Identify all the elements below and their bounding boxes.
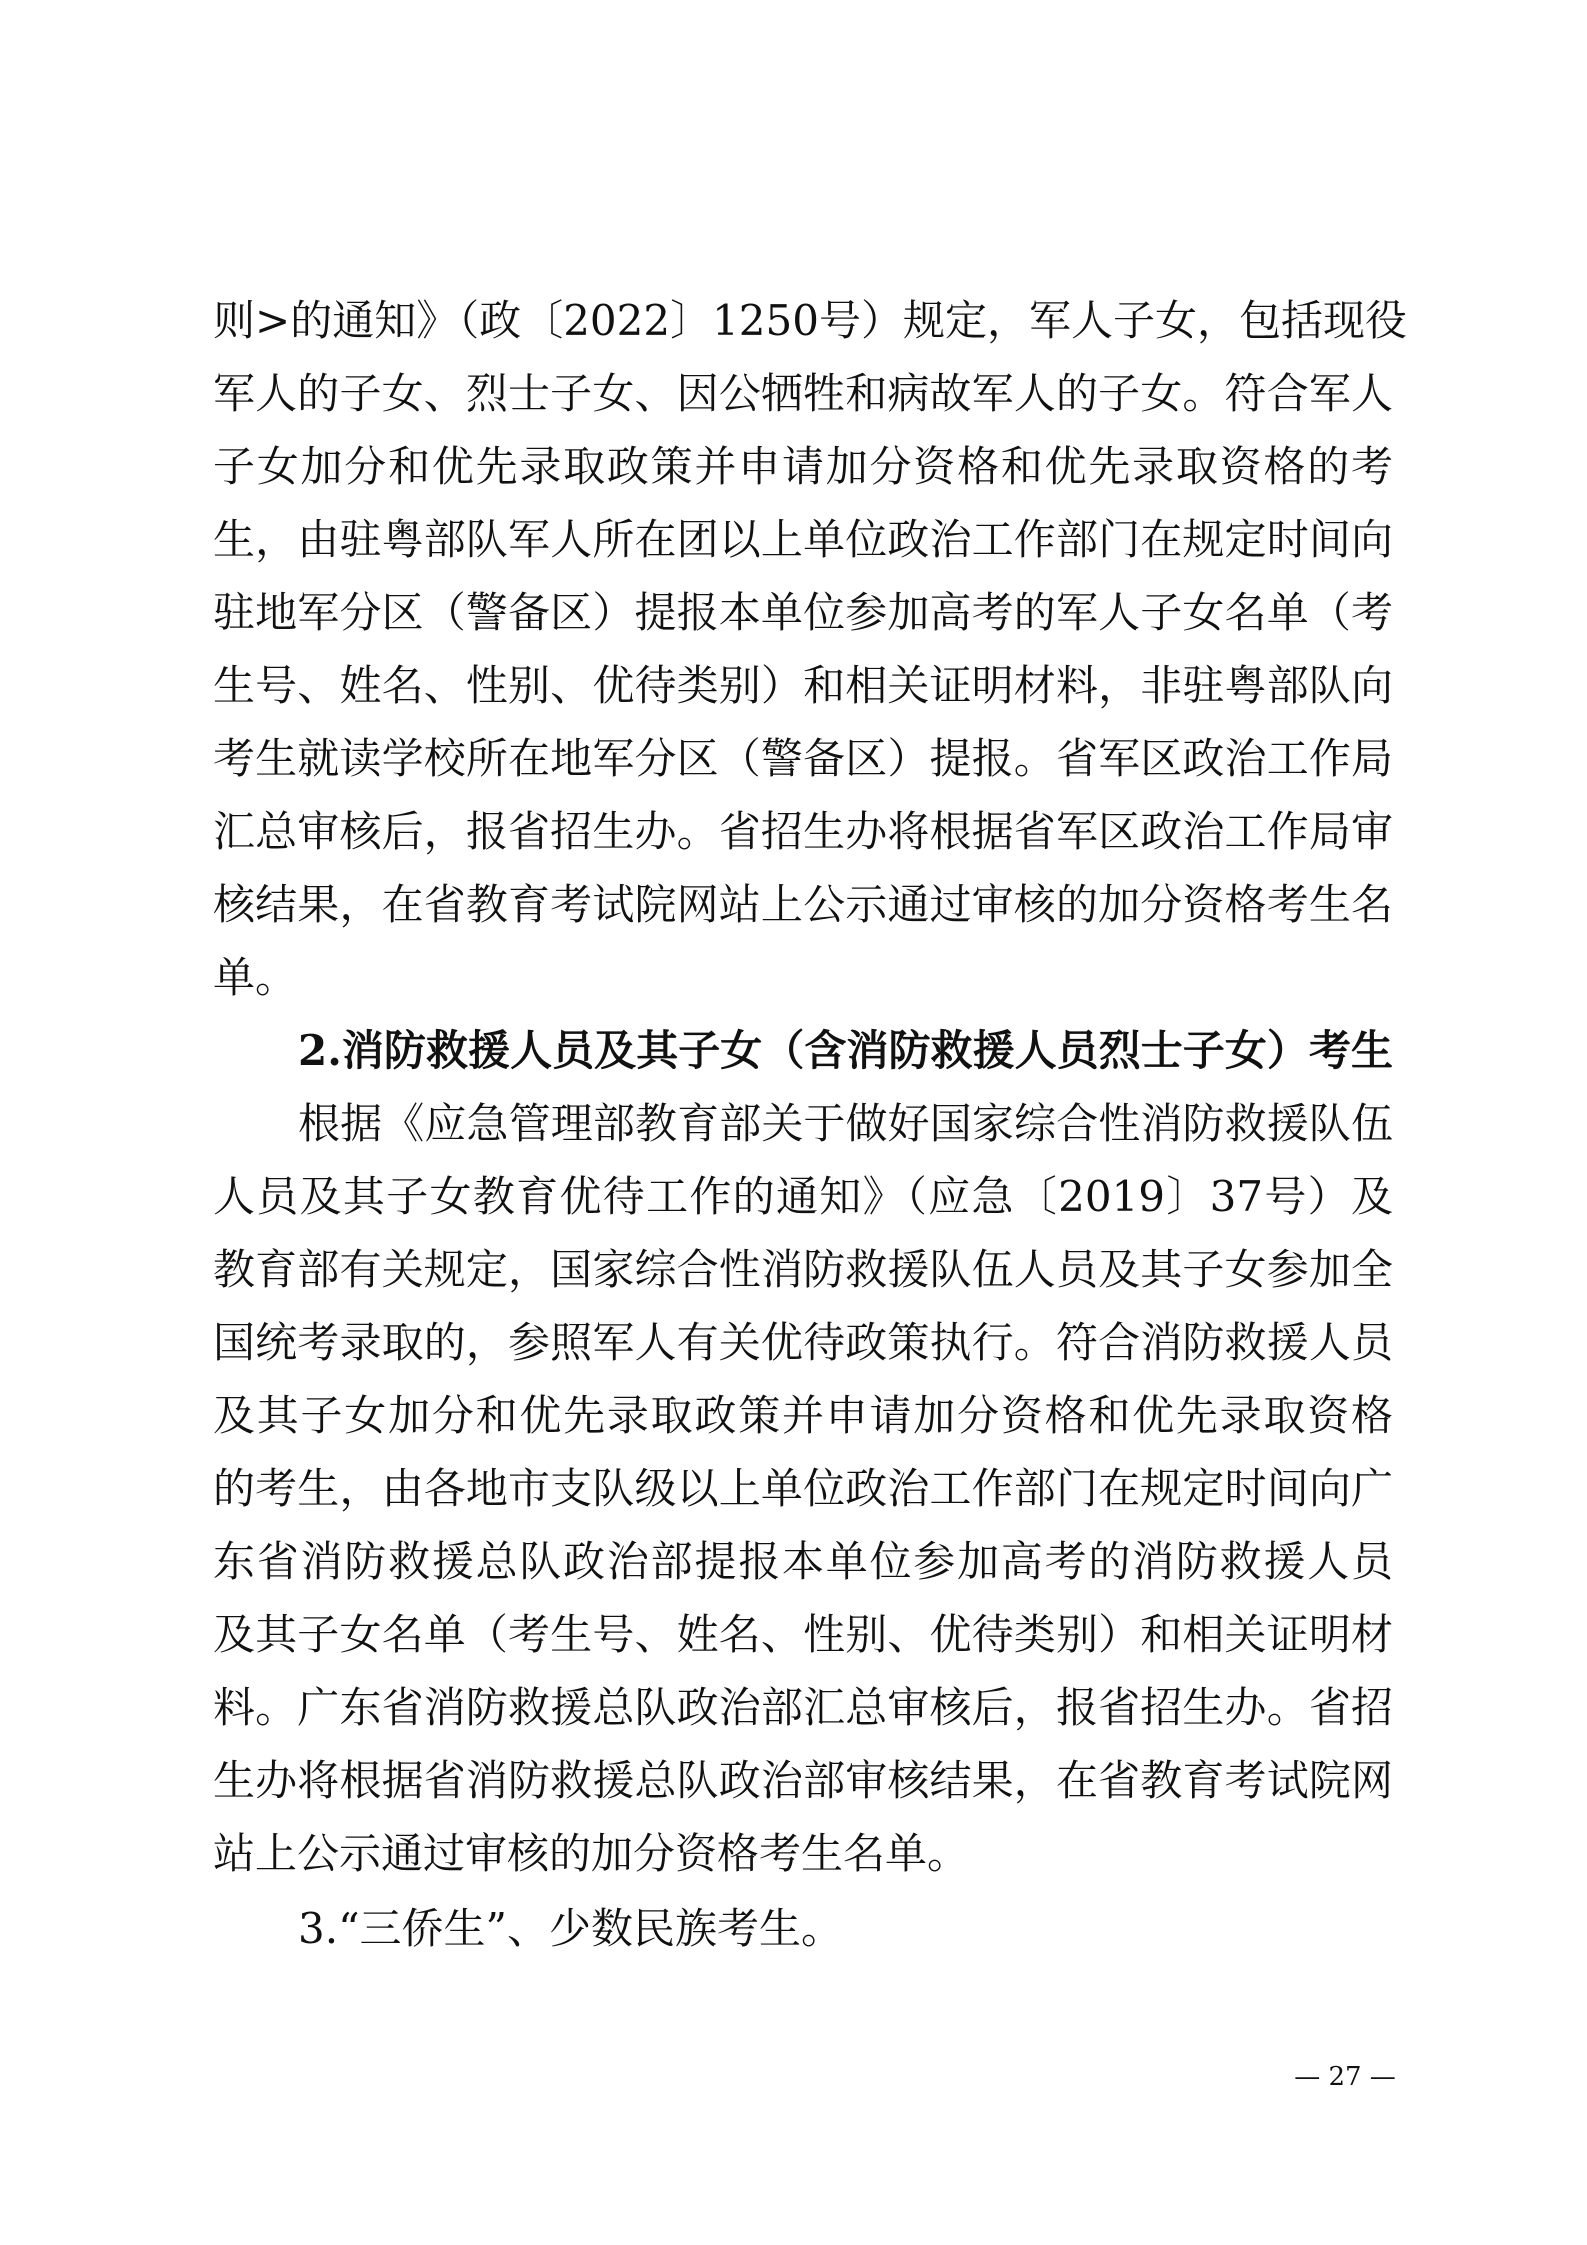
paragraph-line: 汇总审核后，报省招生办。省招生办将根据省军区政治工作局审 [213, 807, 1393, 856]
paragraph-line: 军人的子女、烈士子女、因公牺牲和病故军人的子女。符合军人 [213, 369, 1393, 418]
paragraph-line: 站上公示通过审核的加分资格考生名单。 [213, 1829, 970, 1878]
paragraph-line: 东省消防救援总队政治部提报本单位参加高考的消防救援人员 [213, 1537, 1393, 1586]
paragraph-line: 子女加分和优先录取政策并申请加分资格和优先录取资格的考 [213, 442, 1393, 491]
paragraph-line: 生号、姓名、性别、优待类别）和相关证明材料，非驻粤部队向 [213, 661, 1393, 710]
paragraph-line: 及其子女加分和优先录取政策并申请加分资格和优先录取资格 [213, 1391, 1393, 1440]
paragraph-line: 核结果，在省教育考试院网站上公示通过审核的加分资格考生名 [213, 880, 1393, 929]
paragraph-line: 生办将根据省消防救援总队政治部审核结果，在省教育考试院网 [213, 1756, 1393, 1805]
paragraph-line: 人员及其子女教育优待工作的通知》（应急〔2019〕37号）及 [213, 1172, 1393, 1221]
paragraph-line: 则>的通知》（政〔2022〕1250号）规定，军人子女，包括现役 [213, 296, 1407, 345]
paragraph-line: 及其子女名单（考生号、姓名、性别、优待类别）和相关证明材 [213, 1610, 1393, 1659]
page-number: — 27 — [1294, 2062, 1396, 2092]
paragraph-line: 生，由驻粤部队军人所在团以上单位政治工作部门在规定时间向 [213, 515, 1393, 564]
section-heading: 2.消防救援人员及其子女（含消防救援人员烈士子女）考生 [298, 1026, 1393, 1075]
paragraph-line: 单。 [213, 953, 298, 1002]
paragraph-line: 的考生，由各地市支队级以上单位政治工作部门在规定时间向广 [213, 1464, 1393, 1513]
section-heading: 3.“三侨生”、少数民族考生。 [298, 1904, 844, 1953]
paragraph-line: 根据《应急管理部教育部关于做好国家综合性消防救援队伍 [298, 1099, 1393, 1148]
paragraph-line: 国统考录取的，参照军人有关优待政策执行。符合消防救援人员 [213, 1318, 1393, 1367]
paragraph-line: 教育部有关规定，国家综合性消防救援队伍人员及其子女参加全 [213, 1245, 1393, 1294]
paragraph-line: 驻地军分区（警备区）提报本单位参加高考的军人子女名单（考 [213, 588, 1393, 637]
paragraph-line: 料。广东省消防救援总队政治部汇总审核后，报省招生办。省招 [213, 1683, 1393, 1732]
paragraph-line: 考生就读学校所在地军分区（警备区）提报。省军区政治工作局 [213, 734, 1393, 783]
